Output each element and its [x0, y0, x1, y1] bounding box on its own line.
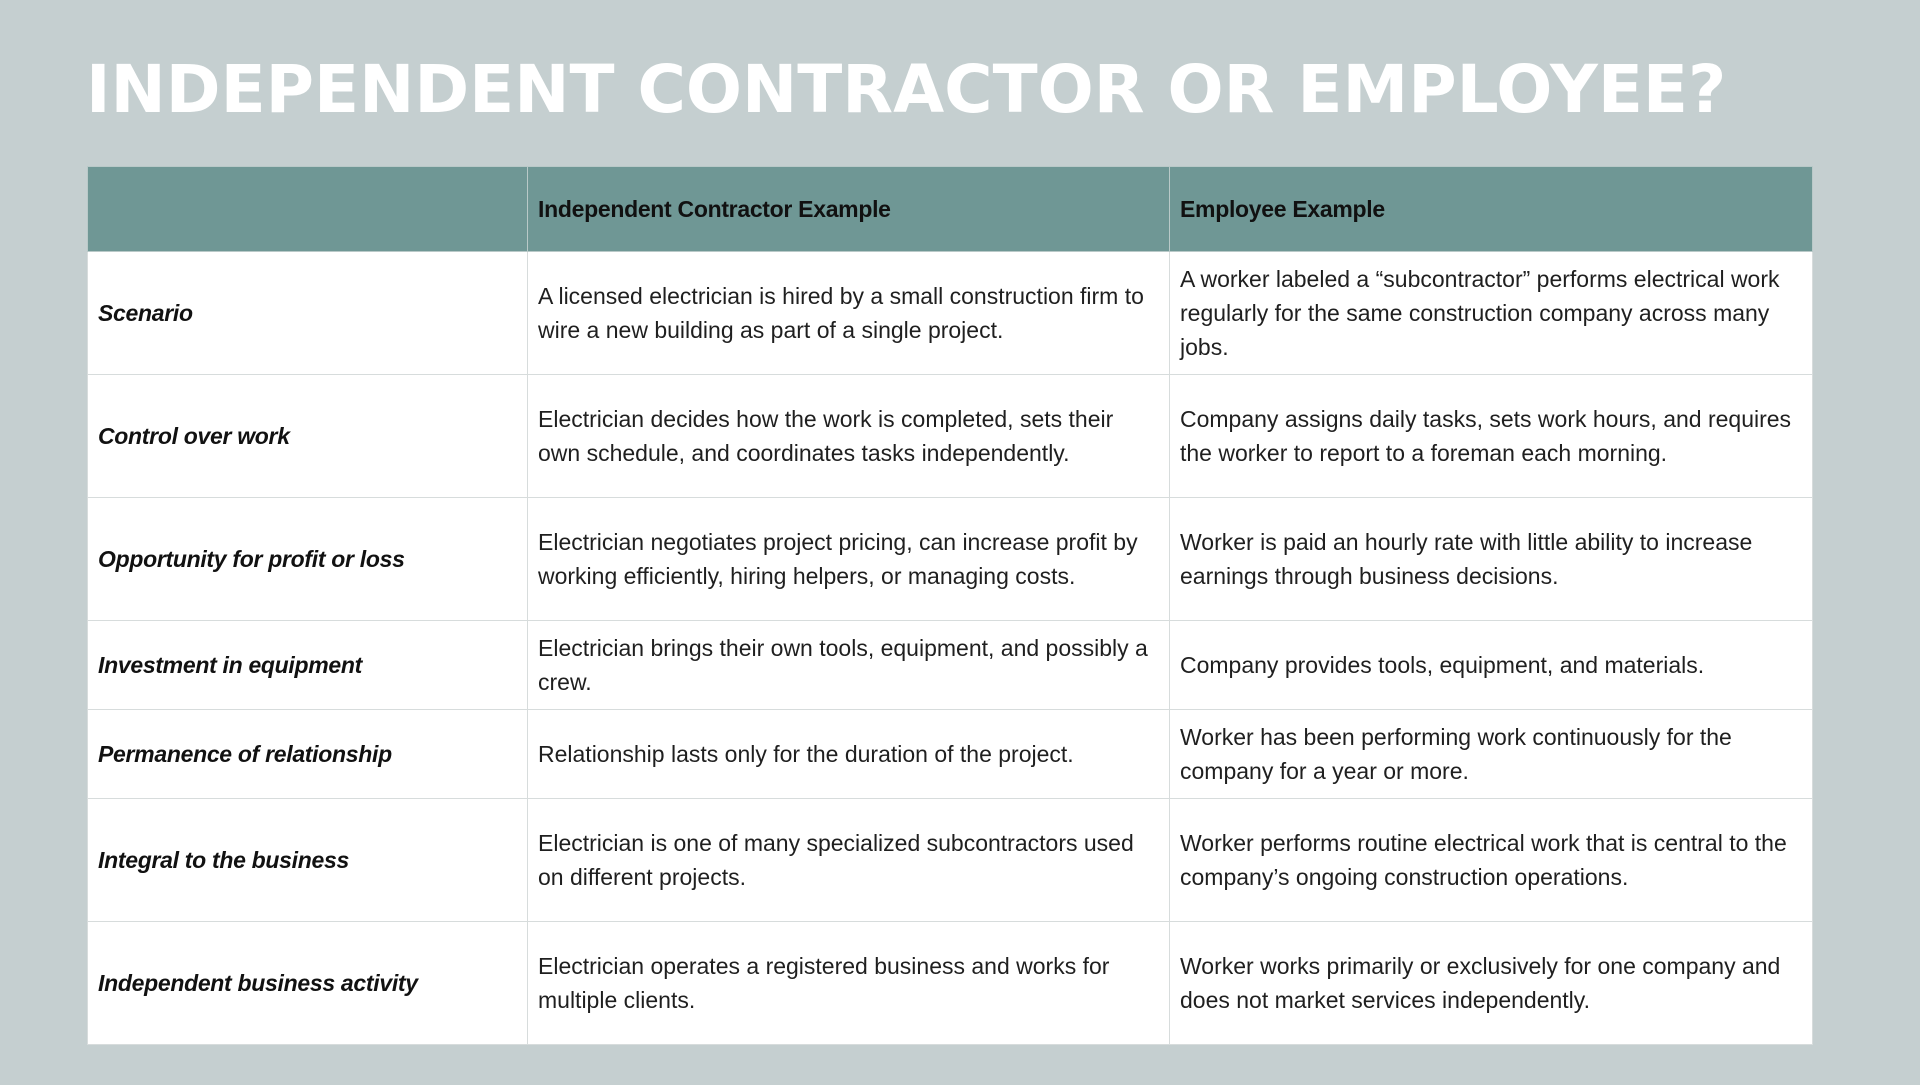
table-row-equipment — [88, 621, 1813, 710]
table-row-control — [88, 375, 1813, 498]
table-row-permanence — [88, 710, 1813, 799]
employee-cell: Company provides tools, equipment, and materials. — [1170, 621, 1813, 710]
employee-cell: Worker is paid an hourly rate with little ability to increase earnings through business decisions. — [1170, 498, 1813, 621]
comparison-table — [87, 166, 1813, 1045]
table-row-scenario — [88, 252, 1813, 375]
employee-cell: A worker labeled a “subcontractor” performs electrical work regularly for the same construction company across many jobs. — [1170, 252, 1813, 375]
row-label: Independent business activity — [88, 922, 528, 1045]
row-label: Scenario — [88, 252, 528, 375]
table-header-row — [88, 167, 1813, 252]
employee-cell: Worker works primarily or exclusively for one company and does not market services independently. — [1170, 922, 1813, 1045]
row-label: Control over work — [88, 375, 528, 498]
page-title: INDEPENDENT CONTRACTOR OR EMPLOYEE? — [86, 51, 1727, 128]
row-label: Investment in equipment — [88, 621, 528, 710]
contractor-cell: Electrician operates a registered business and works for multiple clients. — [528, 922, 1170, 1045]
row-label: Opportunity for profit or loss — [88, 498, 528, 621]
row-label: Permanence of relationship — [88, 710, 528, 799]
table-row-independent-activity — [88, 922, 1813, 1045]
contractor-cell: Electrician brings their own tools, equipment, and possibly a crew. — [528, 621, 1170, 710]
table-row-profit-loss — [88, 498, 1813, 621]
contractor-cell: A licensed electrician is hired by a small construction firm to wire a new building as part of a single project. — [528, 252, 1170, 375]
employee-cell: Worker performs routine electrical work that is central to the company’s ongoing construction operations. — [1170, 799, 1813, 922]
header-cell-blank — [88, 167, 528, 252]
employee-cell: Worker has been performing work continuously for the company for a year or more. — [1170, 710, 1813, 799]
header-cell-contractor: Independent Contractor Example — [528, 167, 1170, 252]
contractor-cell: Electrician is one of many specialized subcontractors used on different projects. — [528, 799, 1170, 922]
contractor-cell: Electrician negotiates project pricing, can increase profit by working efficiently, hiring helpers, or managing costs. — [528, 498, 1170, 621]
contractor-cell: Electrician decides how the work is completed, sets their own schedule, and coordinates tasks independently. — [528, 375, 1170, 498]
header-cell-employee: Employee Example — [1170, 167, 1813, 252]
table-row-integral — [88, 799, 1813, 922]
contractor-cell: Relationship lasts only for the duration of the project. — [528, 710, 1170, 799]
row-label: Integral to the business — [88, 799, 528, 922]
comparison-table-container — [87, 166, 1812, 1045]
employee-cell: Company assigns daily tasks, sets work hours, and requires the worker to report to a foreman each morning. — [1170, 375, 1813, 498]
